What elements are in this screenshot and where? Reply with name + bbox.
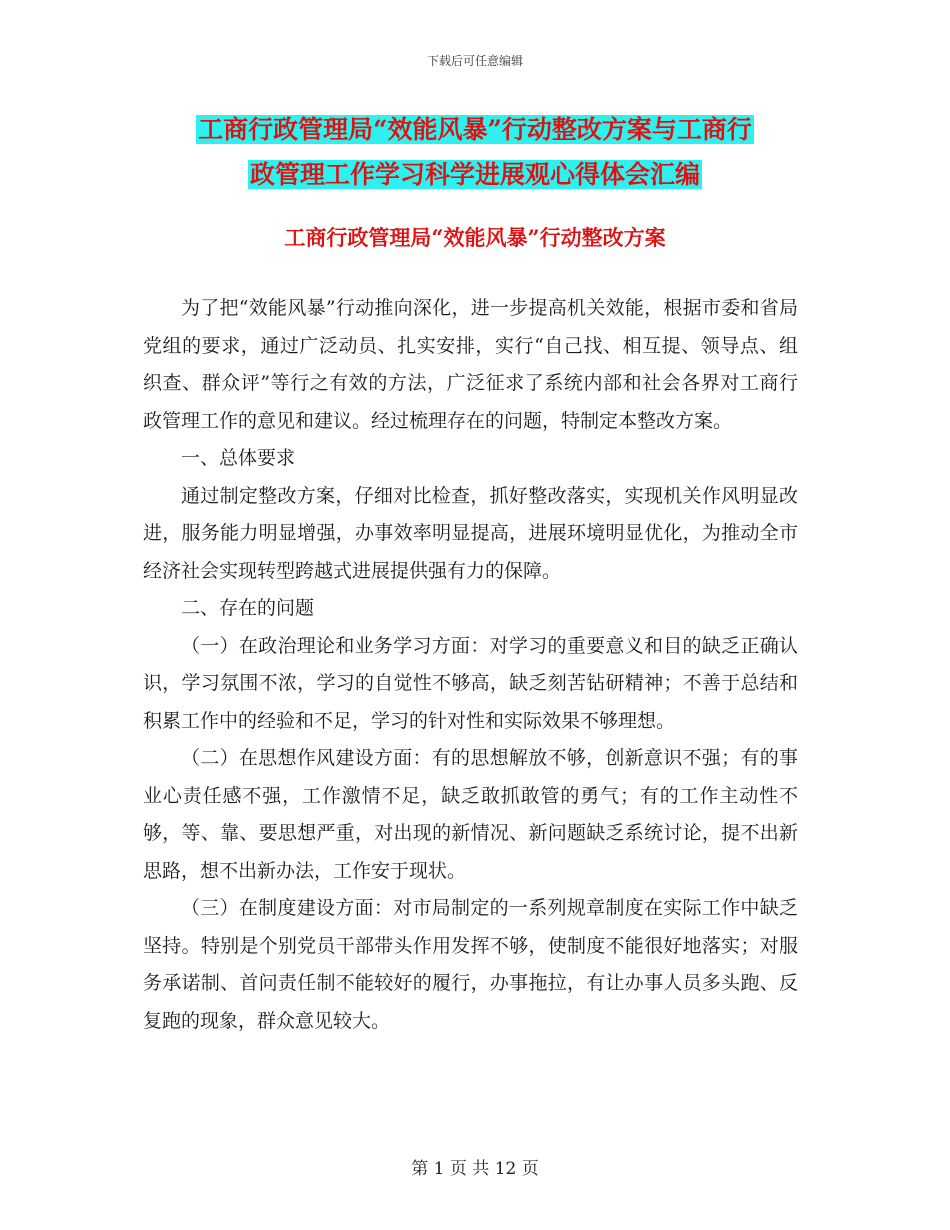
page-header-note: 下载后可任意编辑 xyxy=(426,54,523,68)
heading-existing-problems: 二、存在的问题 xyxy=(181,597,315,619)
title-highlight-1: 工商行政管理局“效能风暴”行动整改方案与工商行 xyxy=(198,115,752,144)
paragraph-problem-2: （二）在思想作风建设方面：有的思想解放不够，创新意识不强；有的事业心责任感不强，工作激情不足，缺乏敢抓敢管的勇气；有的工作主动性不够，等、靠、要思想严重，对出现的新情况、新问题缺乏系统讨论，提不出新思路，想不出新办法，工作安于现状。 xyxy=(143,747,798,882)
title-highlight-2: 政管理工作学习科学进展观心得体会汇编 xyxy=(249,160,700,189)
heading-general-requirements: 一、总体要求 xyxy=(181,447,296,469)
paragraph-problem-1: （一）在政治理论和业务学习方面：对学习的重要意义和目的缺乏正确认识，学习氛围不浓，学习的自觉性不够高，缺乏刻苦钻研精神；不善于总结和积累工作中的经验和不足，学习的针对性和实际效果不够理想。 xyxy=(143,634,798,732)
paragraph-requirements: 通过制定整改方案，仔细对比检查，抓好整改落实，实现机关作风明显改进，服务能力明显增强，办事效率明显提高，进展环境明显优化，为推动全市经济社会实现转型跨越式进展提供强有力的保障。 xyxy=(143,484,798,582)
document-body xyxy=(143,290,798,1040)
page-number: 第 1 页 共 12 页 xyxy=(411,1159,539,1179)
section-title: 工商行政管理局“效能风暴”行动整改方案 xyxy=(284,225,666,250)
document-title-line-1 xyxy=(0,110,950,150)
paragraph-problem-3: （三）在制度建设方面：对市局制定的一系列规章制度在实际工作中缺乏坚持。特别是个别党员干部带头作用发挥不够，使制度不能很好地落实；对服务承诺制、首问责任制不能较好的履行，办事拖拉，有让办事人员多头跑、反复跑的现象，群众意见较大。 xyxy=(143,897,798,1032)
paragraph-intro: 为了把“效能风暴”行动推向深化，进一步提高机关效能，根据市委和省局党组的要求，通过广泛动员、扎实安排，实行“自己找、相互提、领导点、组织查、群众评”等行之有效的方法，广泛征求了系统内部和社会各界对工商行政管理工作的意见和建议。经过梳理存在的问题，特制定本整改方案。 xyxy=(143,297,798,432)
document-title-line-2 xyxy=(0,155,950,195)
